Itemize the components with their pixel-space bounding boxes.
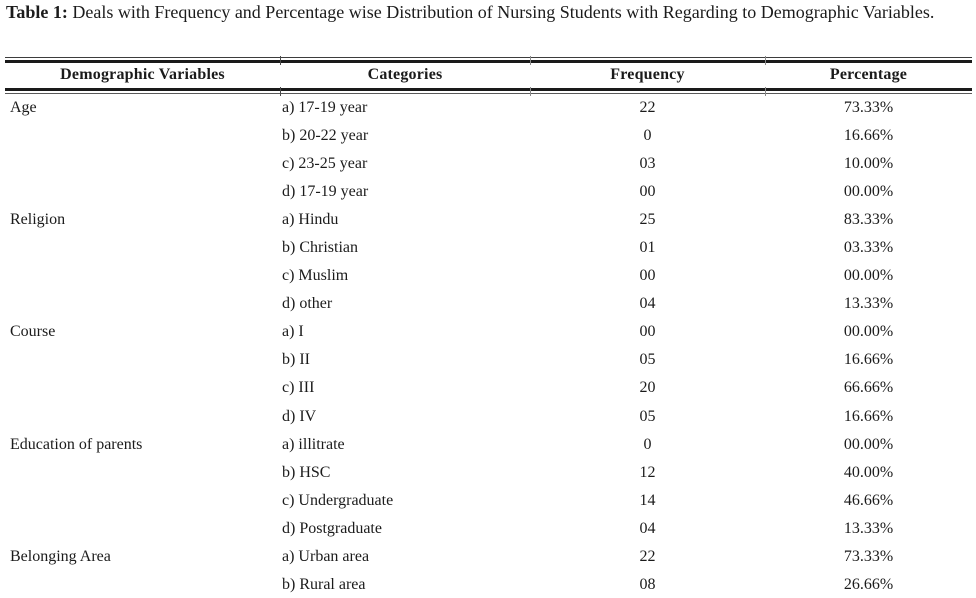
cell-percentage: 00.00% [843,183,894,201]
cell-frequency: 04 [639,295,656,313]
table-row [5,122,972,150]
table-row [5,234,972,262]
cell-frequency: 14 [639,491,656,509]
table-row [5,94,972,122]
cell-percentage: 40.00% [843,463,894,481]
table-title-label: Table 1: [6,2,68,22]
cell-frequency: 0 [643,127,652,145]
cell-category: c) Undergraduate [282,491,394,509]
cell-frequency: 25 [639,211,656,229]
cell-percentage: 83.33% [843,211,894,229]
cell-category: a) Urban area [282,547,370,565]
cell-category: b) HSC [282,463,331,481]
cell-percentage: 10.00% [843,155,894,173]
cell-frequency: 08 [639,575,656,593]
table-body [5,94,972,598]
cell-category: a) Hindu [282,211,339,229]
cell-percentage: 26.66% [843,575,894,593]
cell-percentage: 46.66% [843,491,894,509]
cell-variable: Religion [10,211,66,229]
cell-percentage: 16.66% [843,127,894,145]
cell-category: a) I [282,323,304,341]
cell-percentage: 00.00% [843,267,894,285]
cell-percentage: 13.33% [843,295,894,313]
table-row [5,571,972,598]
table-row [5,290,972,318]
cell-category: b) Christian [282,239,358,257]
cell-category: d) IV [282,407,317,425]
cell-frequency: 0 [643,435,652,453]
table-row [5,459,972,487]
cell-frequency: 05 [639,407,656,425]
cell-percentage: 16.66% [843,407,894,425]
table-row [5,318,972,346]
cell-percentage: 13.33% [843,519,894,537]
table-title [6,1,974,24]
table-row [5,346,972,374]
cell-frequency: 22 [639,547,656,565]
cell-category: d) Postgraduate [282,519,382,537]
cell-percentage: 73.33% [843,547,894,565]
cell-frequency: 12 [639,463,656,481]
table-row [5,431,972,459]
table-rule-top-thin [5,57,972,58]
table-row [5,487,972,515]
cell-percentage: 00.00% [843,435,894,453]
cell-frequency: 22 [639,99,656,117]
cell-percentage: 66.66% [843,379,894,397]
cell-category: a) illitrate [282,435,345,453]
table-row [5,150,972,178]
cell-category: c) Muslim [282,267,349,285]
header-cell-percentage: Percentage [829,66,908,83]
cell-variable: Course [10,323,56,341]
table-row [5,262,972,290]
cell-category: c) III [282,379,315,397]
cell-category: b) 20-22 year [282,127,369,145]
cell-percentage: 16.66% [843,351,894,369]
cell-variable: Belonging Area [10,547,111,565]
table-row [5,374,972,402]
table-row [5,206,972,234]
cell-frequency: 04 [639,519,656,537]
cell-category: d) 17-19 year [282,183,369,201]
cell-category: b) Rural area [282,575,366,593]
table-row [5,515,972,543]
cell-frequency: 03 [639,155,656,173]
cell-category: d) other [282,295,333,313]
table-row [5,403,972,431]
cell-frequency: 00 [639,267,656,285]
cell-percentage: 73.33% [843,99,894,117]
table-rule-header-bottom-thick [5,88,972,91]
header-cell-frequency: Frequency [610,66,685,83]
cell-percentage: 00.00% [843,323,894,341]
cell-category: c) 23-25 year [282,155,368,173]
table-title-text: Deals with Frequency and Percentage wise Distribution of Nursing Students with Regarding to Demographic Variables. [72,2,935,22]
cell-frequency: 01 [639,239,656,257]
cell-frequency: 20 [639,379,656,397]
table-row [5,543,972,571]
cell-category: a) 17-19 year [282,99,368,117]
cell-frequency: 05 [639,351,656,369]
table-row [5,178,972,206]
header-cell-demographic-variables: Demographic Variables [60,66,225,83]
header-cell-categories: Categories [367,66,443,83]
cell-frequency: 00 [639,183,656,201]
cell-percentage: 03.33% [843,239,894,257]
cell-category: b) II [282,351,310,369]
cell-variable: Education of parents [10,435,143,453]
table-header-row [5,62,972,88]
cell-frequency: 00 [639,323,656,341]
cell-variable: Age [10,99,37,117]
